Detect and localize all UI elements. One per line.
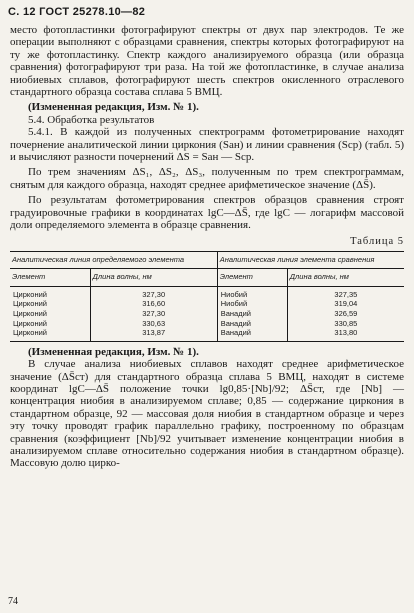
paragraph-photography: место фотопластинки фотографируют спектры от двух пар электродов. Те же операции выполняют с образцами сравнения, спектры которых фотографируют на ту же фотопластинку. Спектр каждого анализируемого образца (или образца сравнения) фотографируют три раза. На той же фотопластинке, в случае анализа ниобиевых сплавов, фотографируют шесть спектров окисленного отраслевого стандартного образца состава сплава 5 ВМЦ. [10,24,404,99]
table-cell-wavelength: 330,63 [90,319,217,329]
table-header-element-2: Элемент [217,269,287,286]
table-header-element-1: Элемент [10,269,90,286]
table-cell-wavelength: 319,04 [334,299,358,309]
document-body [10,24,404,470]
table-row [10,319,404,329]
edit-note-2: (Измененная редакция, Изм. № 1). [28,345,199,358]
table-cell-wavelength: 313,87 [90,328,217,341]
table-cell-element: Цирконий [10,286,90,299]
header-standard: ГОСТ 25278.10—82 [39,6,146,18]
table-cell-element: Ванадий [217,319,287,329]
paragraph-niobium-alloys: В случае анализа ниобиевых сплавов находят среднее арифметическое значение (ΔS̄ст) для стандартного образца сплава 5 ВМЦ, находят в системе координат lgC—ΔS̄ положение точки lg0,85·[Nb]/92; ΔS̄ст, где [Nb] — концентрация ниобия в анализируемом сплаве; 0,85 — содержание циркония в стандартном образце, 92 — массовая доля ниобия в стандартном образце и через эту точку проводят график параллельно графику, построенному по образцам сравнения (коэффициент [Nb]/92 учитывает изменение концентрации ниобия в анализируемом сплаве относительно содержания ниобия в стандартном образце). Массовую долю цирко- [10,358,404,470]
page-header [8,6,145,18]
table-cell-wavelength: 327,30 [90,309,217,319]
table-cell-element: Ниобий [217,286,287,299]
table-cell-element: Цирконий [10,319,90,329]
table-cell-element: Ванадий [217,309,287,319]
table-cell-wavelength: 326,59 [334,308,358,318]
table-cell-wavelength: 327,35 [334,289,358,299]
paragraph-calibration: По результатам фотометрирования спектров образцов сравнения строят градуировочные графики в координатах lgC—ΔS̄, где lgC — логарифм массовой доли определяемого элемента в образце сравнения. [10,194,404,232]
table-header-wavelength-2: Длина волны, нм [287,269,404,286]
section-heading-5-4: 5.4. Обработка результатов [28,113,155,126]
table-row [10,299,404,309]
table-group-right: Аналитическая линия элемента сравнения [217,251,404,268]
paragraph-5-4-1: 5.4.1. В каждой из полученных спектрограмм фотометрирование находят почернение аналитической линии циркония (Sан) и линии сравнения (Sср) (табл. 5) и вычисляют разности почернений ΔS = Sан — Sср. [10,126,404,164]
page-number: 74 [8,596,18,607]
table-cell-wavelength: 313,80 [287,328,404,341]
table-cell-wavelength: 327,30 [90,286,217,299]
table-row [10,309,404,319]
table-cell-element: Цирконий [10,328,90,341]
table-cell-element: Цирконий [10,299,90,309]
table-cell-element: Ванадий [217,328,287,341]
table-caption: Таблица 5 [350,235,404,247]
edit-note-1: (Измененная редакция, Изм. № 1). [28,101,199,114]
header-page-label: С. 12 [8,6,36,18]
table-row [10,328,404,341]
table-cell-wavelength: 330,85 [334,318,358,328]
table-5 [10,251,404,342]
table-group-left: Аналитическая линия определяемого элемента [10,251,217,268]
table-cell-element: Цирконий [10,309,90,319]
table-cell-element: Ниобий [217,299,287,309]
paragraph-mean-value: По трем значениям ΔS₁, ΔS₂, ΔS₃, полученным по трем спектрограммам, снятым для каждого образца, находят среднее арифметическое значение (ΔS̄). [10,166,404,191]
table-cell-wavelength: 316,60 [90,299,217,309]
table-row [10,286,404,299]
table-header-wavelength-1: Длина волны, нм [90,269,217,286]
